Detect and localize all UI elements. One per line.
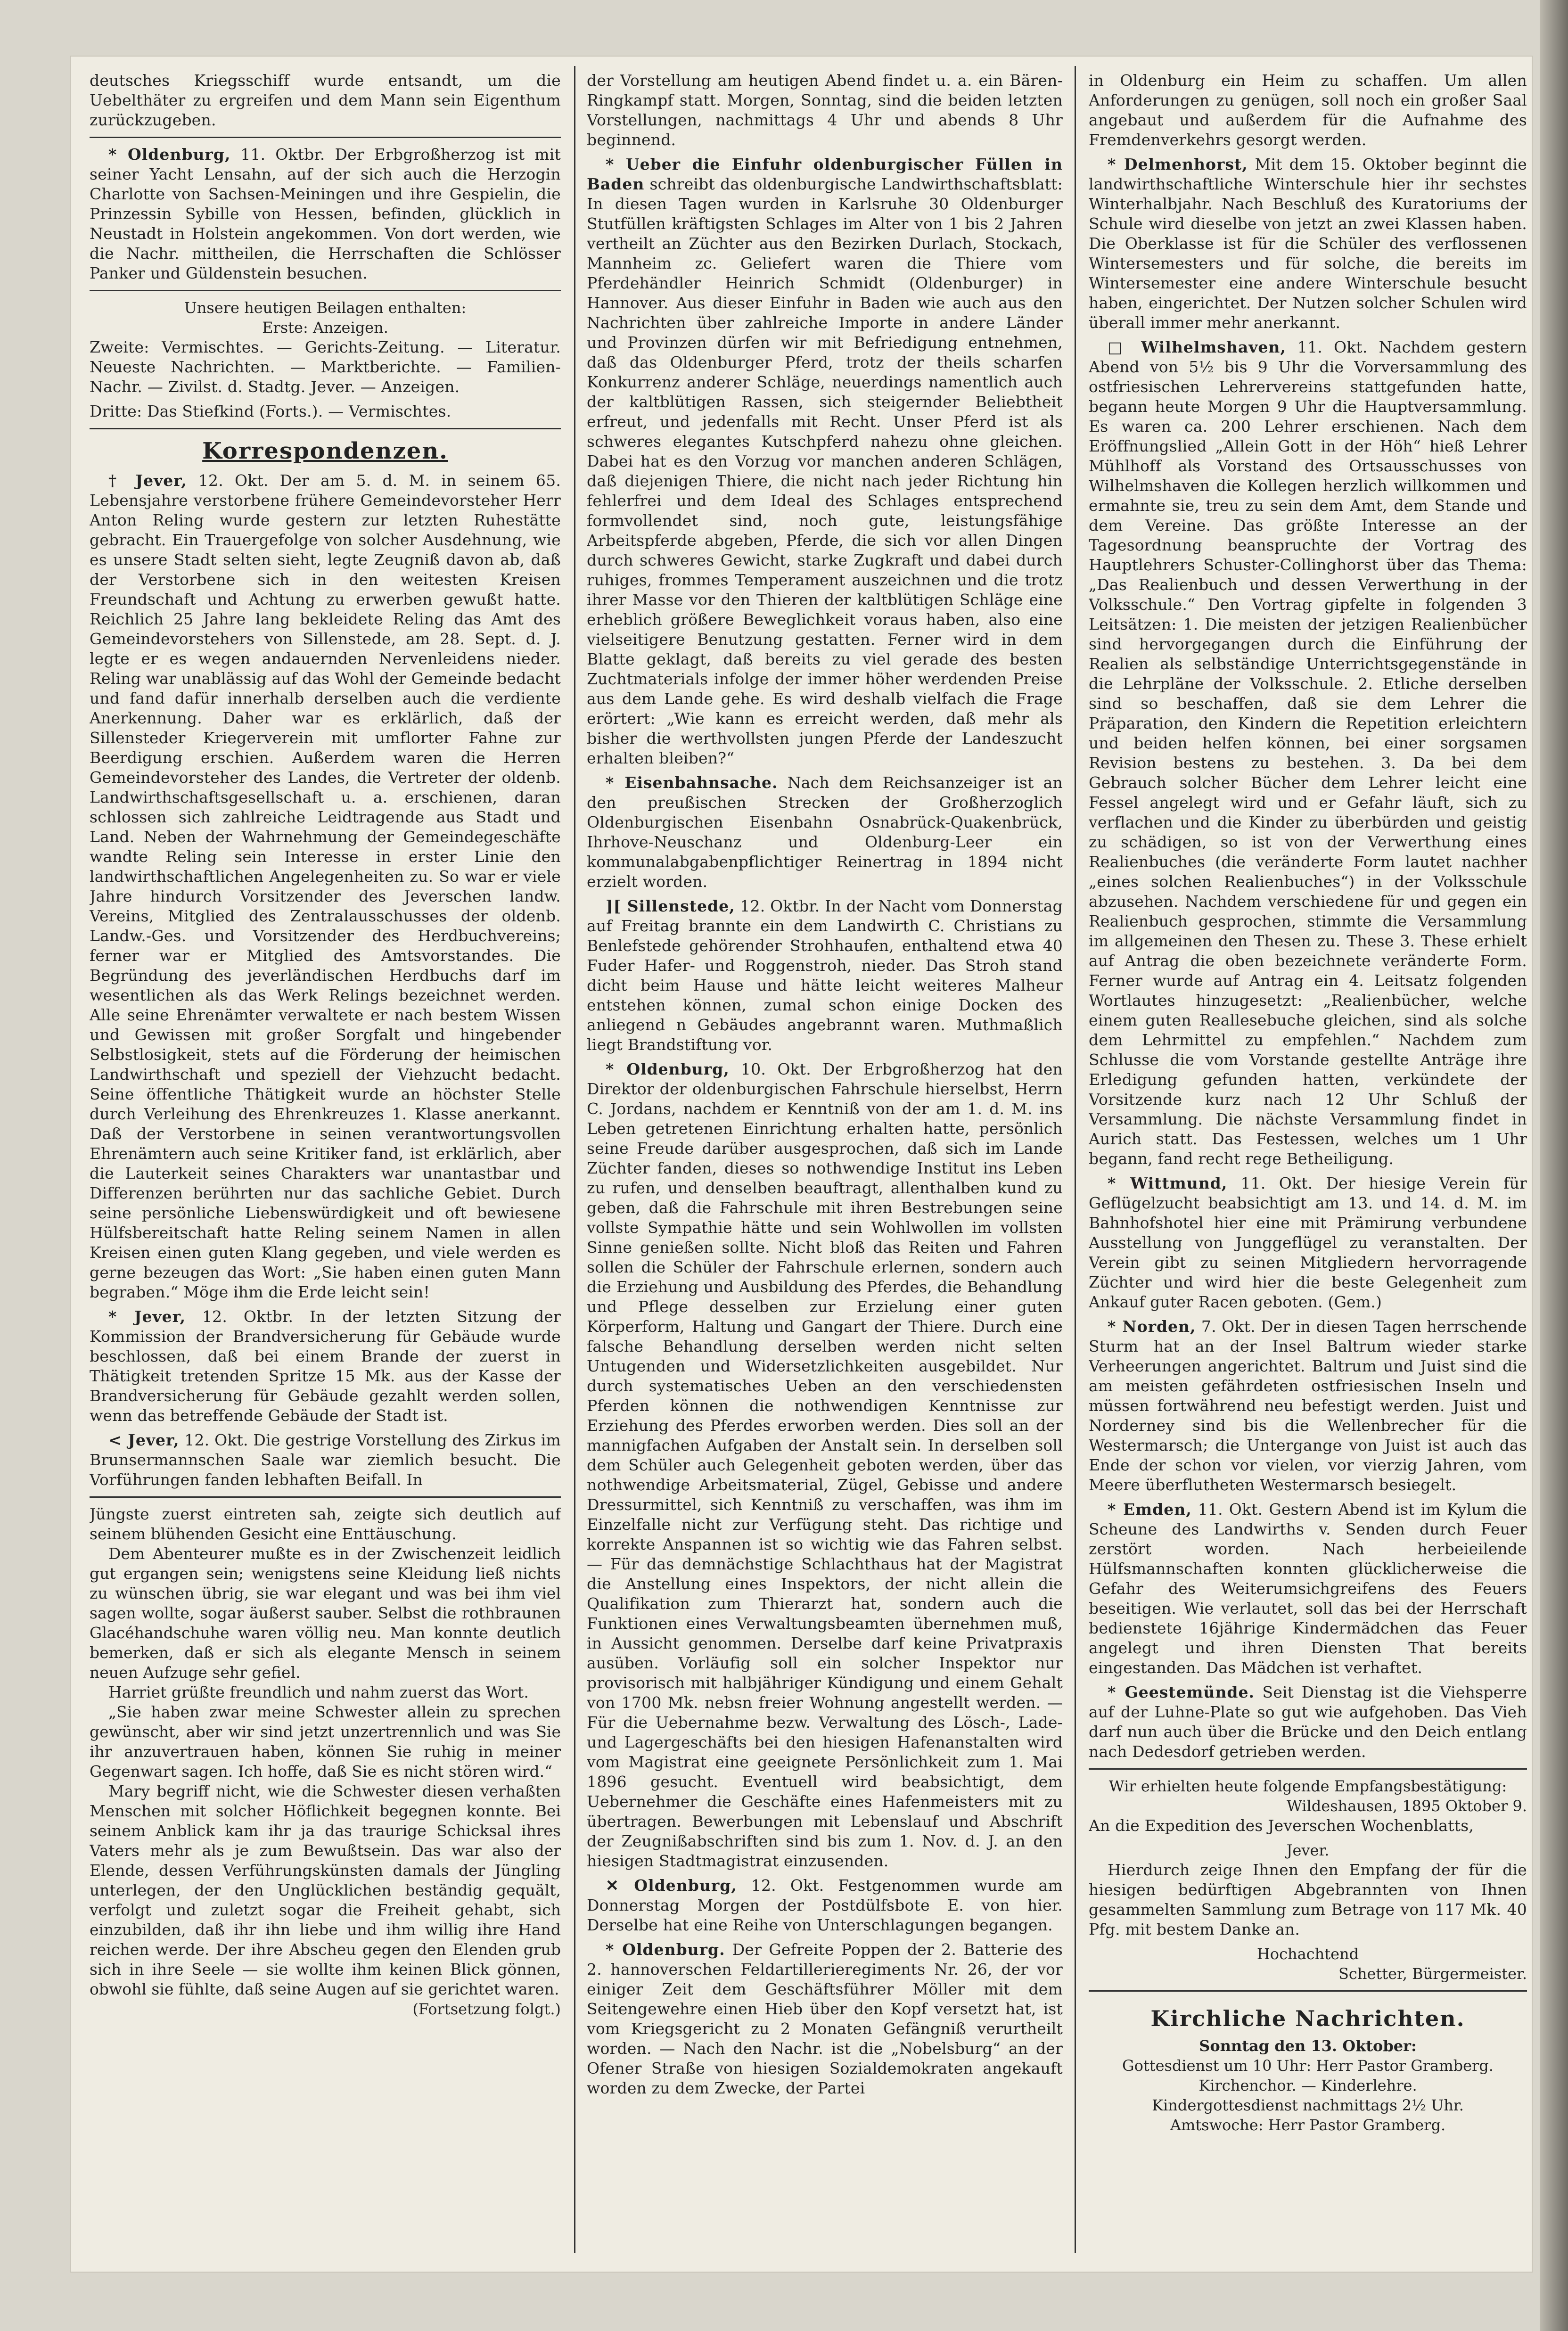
article-body: 12. Okt. Festgenommen wurde am Donnerstag Morgen der Postdülfsbote E. von hier. Derselbe hat eine Reihe von Unterschlagungen begangen. bbox=[587, 1876, 1063, 1934]
article-dateline: * Oldenburg, bbox=[108, 145, 231, 164]
article-dateline: * Ueber die Einfuhr oldenburgischer Füllen in Baden bbox=[587, 155, 1063, 193]
article-body: Der Gefreite Poppen der 2. Batterie des 2. hannoverschen Feldartillerieregiments Nr. 26, der vor einiger Zeit dem Geschäftsführer Möller mit dem Seitengewehre einen Hieb über den Kopf versetzt hat, ist vom Kriegsgericht zu 2 Monaten Gefängniß verurtheilt worden. — Nach den Nachr. ist die „Nobelsburg“ an der Ofener Straße von hiesigen Sozialdemokraten angekauft worden zu dem Zwecke, der Partei bbox=[587, 1940, 1063, 2097]
article-dateline: < Jever, bbox=[108, 1431, 180, 1449]
serial-continuation: (Fortsetzung folgt.) bbox=[412, 2000, 561, 2018]
article-fuellen-baden bbox=[587, 155, 1063, 768]
article-body: Nach dem Reichsanzeiger ist an den preußischen Strecken der Großherzoglich Oldenburgischen Eisenbahn Osnabrück-Quakenbrück, Ihrhove-Neuschanz und Oldenburg-Leer ein kommunalabgabenpflichtiger Reinertrag in 1894 nicht erzielt worden. bbox=[587, 773, 1063, 891]
article-jever-reling bbox=[90, 471, 561, 1302]
article-dateline: * Geestemünde. bbox=[1108, 1683, 1255, 1701]
column-divider bbox=[574, 66, 575, 2253]
article-dateline: * Jever, bbox=[108, 1307, 186, 1326]
article-body: 11. Okt. Nachdem gestern Abend von 5½ bis 9 Uhr die Vorversammlung des ostfriesischen Lehrervereins stattgefunden hatte, begann heute Morgen 9 Uhr die Hauptversammlung. Es waren ca. 200 Lehrer erschienen. Nach dem Eröffnungslied „Allein Gott in der Höh“ hieß Lehrer Mühlhoff als Vorstand des Ortsausschusses von Wilhelmshaven die Kollegen herzlich willkommen und ermahnte sie, treu zu sein dem Amt, dem Stande und dem Vereine. Das größte Interesse an der Tagesordnung beanspruchte der Vortrag des Hauptlehrers Schuster-Collinghorst über das Thema: „Das Realienbuch und dessen Verwerthung in der Volksschule.“ Den Vortrag gipfelte in folgenden 3 Leitsätzen: 1. Die meisten der jetzigen Realienbücher sind hervorgegangen durch die Einführung der Realien als selbständige Unterrichtsgegenstände in die Lehrpläne der Volksschule. 2. Etliche derselben sind so beschaffen, daß sie dem Lehrer die Präparation, den Kindern die Repetition erleichtern und beiden helfen können, bei einer sorgsamen Revision bestens zu bestehen. 3. Da bei dem Gebrauch solcher Bücher dem Lehrer leicht eine Fessel angelegt wird und er Gefahr läuft, sich zu verflachen und die Kinder zu überbürden und geistig zu schädigen, so ist von der Verwerthung eines Realienbuches (die veränderte Form lautet nachher „eines solchen Realienbuches“) in der Volksschule abzusehen. Nachdem verschiedene für und gegen ein Realienbuch gesprochen, stimmte die Versammlung im allgemeinen den Thesen zu. These 3. These erhielt auf Antrag die oben bezeichnete veränderte Form. Ferner wurde auf Antrag ein 4. Leitsatz folgenden Wortlautes hinzugesetzt: „Realienbücher, welche einem guten Reallesebuche gleichen, sind als solche dem Lehrmittel zu empfehlen.“ Nachdem zum Schlusse die vom Vorstande gestellte Anträge ihre Erledigung gefunden hatten, verkündete der Vorsitzende kurz nach 12 Uhr Schluß der Versammlung. Die nächste Versammlung findet in Aurich statt. Das Festessen, welches um 1 Uhr begann, fand recht rege Betheiligung. bbox=[1089, 338, 1527, 1168]
receipt-place-date: Wildeshausen, 1895 Oktober 9. bbox=[1286, 1797, 1527, 1815]
serial-text: Mary begriff nicht, wie die Schwester diesen verhaßten Menschen mit solcher Höflichkeit begegnen konnte. Bei seinem Anblick kam ihr ja das traurige Schicksal ihres Vaters mehr als je zum Bewußtsein. Das war also der Elende, dessen Verführungskünsten damals der Jüngling unterlegen, der den Unglücklichen beständig gequält, verfolgt und zuletzt sogar die Freiheit gehabt, sich einzubilden, daß ihr ihn liebe und ihm willig ihre Hand reichen werde. Der ihre Abscheu gegen den Elenden grub sich in ihre Seele — sie wollte ihm keinen Blick gönnen, obwohl sie fühlte, daß seine Augen auf sie gerichtet waren. bbox=[90, 1782, 561, 1998]
article-geestemuende bbox=[1089, 1683, 1527, 1762]
beilagen-line: Dritte: Das Stiefkind (Forts.). — Vermischtes. bbox=[90, 402, 452, 420]
article-body: 11. Okt. Gestern Abend ist im Kylum die Scheune des Landwirths v. Senden durch Feuer zerstört worden. Nach herbeieilende Hülfsmannschaften konnten glücklicherweise die Gefahr des Weiterumsichgreifens des Feuers beseitigen. Wie verlautet, soll das bei der Herrschaft bedienstete 16jährige Kindermädchen das Feuer angelegt und ihren Diensten That bereits eingestanden. Das Mädchen ist verhaftet. bbox=[1089, 1500, 1527, 1677]
article-body: schreibt das oldenburgische Landwirthschaftsblatt: In diesen Tagen wurden in Karlsruhe 30 Oldenburger Stutfüllen kräftigsten Schlages im Alter von 1 bis 2 Jahren vertheilt an Züchter aus den Bezirken Durlach, Stockach, Mannheim zc. Geliefert waren die Thiere vom Pferdehändler Heinrich Schmidt (Oldenburger) in Hannover. Aus dieser Einfuhr in Baden wie auch aus den Nachrichten über zahlreiche Importe in andere Länder und Provinzen dürfen wir mit Befriedigung entnehmen, daß das Oldenburger Pferd, trotz der theils scharfen Konkurrenz anderer Schläge, neuerdings namentlich auch der kaltblütigen Rassen, sich steigernder Beliebtheit erfreut, und jedenfalls mit Recht. Unser Pferd ist als schweres elegantes Kutschpferd nahezu ohne gleichen. Dabei hat es den Vorzug vor manchen anderen Schlägen, daß diejenigen Thiere, die nicht nach jeder Richtung hin fehlerfrei und dem Ideal des Schlages entsprechend formvollendet sind, noch gute, leistungsfähige Arbeitspferde abgeben, Pferde, die sich vor allen Dingen durch schweres Gewicht, starke Zugkraft und dabei durch ruhiges, frommes Temperament auszeichnen und die trotz ihrer Masse vor den Thieren der kaltblütigen Schläge eine erheblich größere Beweglichkeit voraus haben, also eine vielseitigere Benutzung gestatten. Ferner wird in dem Blatte geklagt, daß bereits zu viel gerade des besten Zuchtmaterials infolge der immer höher werdenden Preise aus dem Lande gehe. Es wird deshalb vielfach die Frage erörtert: „Wie kann es erreicht werden, daß mehr als bisher die werthvollsten jungen Pferde der Landeszucht erhalten bleiben?“ bbox=[587, 175, 1063, 767]
serial-text: Harriet grüßte freundlich und nahm zuerst das Wort. bbox=[108, 1683, 529, 1701]
church-heading: Kirchliche Nachrichten. bbox=[1150, 2006, 1465, 2031]
church-date: Sonntag den 13. Oktober: bbox=[1199, 2037, 1417, 2055]
article-dateline: * Emden, bbox=[1108, 1500, 1192, 1518]
article-body: 7. Okt. Der in diesen Tagen herrschende Sturm hat an der Insel Baltrum wieder starke Verheerungen angerichtet. Baltrum und Juist sind die am meisten gefährdeten ostfriesischen Inseln und müssen fortwährend neu befestigt werden. Juist und Norderney sind bis die Wellenbrecher für die Westermarsch; die Untergange von Juist ist auch das Ende der schon vor vielen, vor vierzig Jahren, vom Meere überflutheten Westermarsch besiegelt. bbox=[1089, 1317, 1527, 1494]
article-body: 12. Okt. Der am 5. d. M. in seinem 65. Lebensjahre verstorbene frühere Gemeindevorsteher Herr Anton Reling wurde gestern zur letzten Ruhestätte gebracht. Ein Trauergefolge von solcher Ausdehnung, wie es unsere Stadt selten sieht, legte Zeugniß davon ab, daß der Verstorbene sich in den weitesten Kreisen Freundschaft und Achtung zu erwerben gewußt hatte. Reichlich 25 Jahre lang bekleidete Reling das Amt des Gemeindevorstehers von Sillenstede, am 28. Sept. d. J. legte er es wegen andauernden Nervenleidens nieder. Reling war unablässig auf das Wohl der Gemeinde bedacht und fand dafür innerhalb derselben auch die verdiente Anerkennung. Daher war es erklärlich, daß der Sillensteder Kriegerverein mit umflorter Fahne zur Beerdigung erschien. Außerdem waren die Herren Gemeindevorsteher des Landes, die Vertreter der oldenb. Landwirthschaftsgesellschaft u. a. erschienen, daran schlossen sich zahlreiche Leidtragende aus Stadt und Land. Neben der Wahrnehmung der Gemeindegeschäfte wandte Reling sein Interesse in erster Linie den landwirthschaftlichen Angelegenheiten zu. So war er viele Jahre hindurch Vorsitzender des Jeverschen landw. Vereins, Mitglied des Zentralausschusses der oldenb. Landw.-Ges. und Vorsitzender des Herdbuchvereins; ferner war er Mitglied des Amtsvorstandes. Die Begründung des jeverländischen Herdbuchs darf im wesentlichen als das Werk Relings bezeichnet werden. Alle seine Ehrenämter verwaltete er nach bestem Wissen und Gewissen mit großer Sorgfalt und hingebender Selbstlosigkeit, stets auf die Förderung der heimischen Landwirthschaft und speziell der Viehzucht bedacht. Seine öffentliche Thätigkeit wurde an höchster Stelle durch Verleihung des Ehrenkreuzes 1. Klasse anerkannt. Daß der Verstorbene in seinen verantwortungsvollen Ehrenämtern auch seine Kritiker fand, ist erklärlich, aber die Lauterkeit seines Charakters war unantastbar und Differenzen berührten nur das sachliche Gebiet. Durch seine persönliche Liebenswürdigkeit und oft bewiesene Hülfsbereitschaft hatte Reling seinem Namen in allen Kreisen einen guten Klang gegeben, und viele werden es gerne bezeugen das Wort: „Sie haben einen guten Mann begraben.“ Möge ihm die Erde leicht sein! bbox=[90, 471, 561, 1301]
article-text: der Vorstellung am heutigen Abend findet u. a. ein Bären-Ringkampf statt. Morgen, Sonntag, sind die beiden letzten Vorstellungen, nachmittags 4 Uhr und abends 8 Uhr beginnend. bbox=[587, 71, 1063, 149]
article-body: 10. Okt. Der Erbgroßherzog hat den Direktor der oldenburgischen Fahrschule hierselbst, Herrn C. Jordans, nachdem er Kenntniß von der am 1. d. M. ins Leben getretenen Einrichtung erhalten hatte, persönlich seine Freude darüber ausgesprochen, daß sich im Lande Züchter fanden, dieses so nothwendige Institut ins Leben zu rufen, und denselben beauftragt, allenthalben kund zu geben, daß die Fahrschule mit ihren Bestrebungen seine vollste Sympathie hätte und sein Wohlwollen im vollsten Sinne genießen sollte. Nicht bloß das Reiten und Fahren sollen die Schüler der Fahrschule erlernen, sondern auch die Erziehung und Ausbildung des Pferdes, die Behandlung und Pflege desselben zur Erzielung einer guten Körperform, Haltung und Gangart der Thiere. Durch eine falsche Behandlung derselben werden nicht selten Untugenden und Widersetzlichkeiten ausgebildet. Nur durch systematisches Ueben an den verschiedensten Pferden können die nothwendigen Kenntnisse zur Erziehung des Pferdes erworben werden. Dies soll an der mannigfachen Aufgaben der Anstalt sein. In derselben soll dem Schüler auch Gelegenheit geboten werden, über das nothwendige Arbeitsmaterial, Zügel, Gebisse und andere Dressurmittel, sich Kenntniß zu verschaffen, was ihm im Einzelfalle nicht zur Verfügung steht. Das richtige und korrekte Anspannen ist so wichtig wie das Fahren selbst. — Für das demnächstige Schlachthaus hat der Magistrat die Anstellung eines Inspektors, der nicht allein die Qualifikation zum Thierarzt hat, sondern auch die Funktionen eines Verwaltungsbeamten übernehmen muß, in Aussicht genommen. Derselbe darf keine Privatpraxis ausüben. Vorläufig soll ein solcher Inspektor nur provisorisch mit halbjähriger Kündigung und einem Gehalt von 1700 Mk. nebsn freier Wohnung angestellt werden. — Für die Uebernahme bezw. Verwaltung des Lösch-, Lade- und Lagergeschäfts bei den hiesigen Hafenanstalten wird vom Magistrat eine geeignete Persönlichkeit zum 1. Mai 1896 gesucht. Eventuell wird beabsichtigt, dem Uebernehmer die Geschäfte eines Hafenmeisters mit zu übertragen. Bewerbungen mit Lebenslauf und Abschrift der Zeugnißabschriften sind bis zum 1. Nov. d. J. an den hiesigen Stadtmagistrat einzusenden. bbox=[587, 1060, 1063, 1870]
beilagen-line: Erste: Anzeigen. bbox=[262, 319, 388, 337]
article-dateline: * Delmenhorst, bbox=[1108, 155, 1248, 173]
column-middle bbox=[587, 71, 1063, 2257]
article-dateline: □ Wilhelmshaven, bbox=[1108, 338, 1286, 356]
receipt-body: Hierdurch zeige Ihnen den Empfang der für die hiesigen bedürftigen Abgebrannten von Ihnen gesammelten Sammlung zum Betrage von 117 Mk. 40 Pfg. mit bestem Danke an. bbox=[1089, 1861, 1527, 1938]
article-body: 12. Oktbr. In der letzten Sitzung der Kommission der Brandversicherung für Gebäude wurde beschlossen, daß bei einem Brande der zuerst in Thätigkeit tretenden Spritze 15 Mk. aus der Kasse der Brandversicherung für Gebäude gezahlt werden sollen, wenn das betreffende Gebäude der Stadt ist. bbox=[90, 1307, 561, 1425]
serial-text: „Sie haben zwar meine Schwester allein zu sprechen gewünscht, aber wir sind jetzt unzertrennlich und was Sie ihr anzuvertrauen haben, können Sie ruhig in meiner Gegenwart sagen. Ich hoffe, daß Sie es nicht stören wird.“ bbox=[90, 1703, 561, 1781]
article-jever-brand bbox=[90, 1307, 561, 1426]
article-body: 11. Oktbr. Der Erbgroßherzog ist mit seiner Yacht Lensahn, auf der sich auch die Herzogin Charlotte von Sachsen-Meiningen und ihre Gespielin, die Prinzessin Sybille von Hessen, befinden, glücklich in Neustadt in Holstein angekommen. Von dort werden, wie die Nachr. mittheilen, die Herrschaften die Schlösser Panker und Güldenstein besuchen. bbox=[90, 145, 561, 282]
divider bbox=[1089, 1768, 1527, 1770]
column-divider bbox=[1075, 66, 1076, 2253]
article-dateline: * Eisenbahnsache. bbox=[606, 773, 778, 792]
article-body: 11. Okt. Der hiesige Verein für Geflügelzucht beabsichtigt am 13. und 14. d. M. im Bahnhofshotel hier eine mit Prämirung verbundene Ausstellung von Junggeflügel zu veranstalten. Der Verein gibt zu seinen Mitgliedern hervorragende Züchter und wird hier die beste Gelegenheit zum Ankauf guter Racen geboten. (Gem.) bbox=[1089, 1174, 1527, 1311]
receipt-address: An die Expedition des Jeverschen Wochenblatts, bbox=[1089, 1816, 1474, 1835]
beilagen-title: Unsere heutigen Beilagen enthalten: bbox=[184, 299, 467, 317]
article-text: deutsches Kriegsschiff wurde entsandt, um die Uebelthäter zu ergreifen und dem Mann sein Eigenthum zurückzugeben. bbox=[90, 71, 561, 129]
article-jever-zirkus bbox=[90, 1430, 561, 1490]
article-dateline: * Oldenburg, bbox=[606, 1060, 730, 1078]
article-emden bbox=[1089, 1500, 1527, 1678]
article-oldenburg-fahrschule bbox=[587, 1059, 1063, 1871]
article-dateline: ][ Sillenstede, bbox=[606, 897, 735, 915]
divider bbox=[90, 428, 561, 429]
article-body: 12. Oktbr. In der Nacht vom Donnerstag auf Freitag brannte ein dem Landwirth C. Christians zu Benlefstede gehörender Strohhaufen, enthaltend etwa 40 Fuder Hafer- und Roggenstroh, nieder. Das Stroh stand dicht beim Hause und hätte leicht weiteres Malheur entstehen können, zumal schon einige Docken des anliegend n Gebäudes angebrannt waren. Muthmaßlich liegt Brandstiftung vor. bbox=[587, 897, 1063, 1054]
article-oldenburg-festnahme bbox=[587, 1876, 1063, 1935]
article-norden bbox=[1089, 1317, 1527, 1495]
scan-edge bbox=[1540, 0, 1568, 2331]
article-body: Seit Dienstag ist die Viehsperre auf der Luhne-Plate so gut wie aufgehoben. Das Vieh darf nun auch über die Brücke und den Deich entlang nach Dedesdorf getrieben werden. bbox=[1089, 1683, 1527, 1761]
section-heading: Korrespondenzen. bbox=[202, 438, 448, 464]
column-right bbox=[1089, 71, 1527, 2257]
article-wittmund bbox=[1089, 1174, 1527, 1312]
serial-text: Dem Abenteurer mußte es in der Zwischenzeit leidlich gut ergangen sein; wenigstens seine Kleidung ließ nichts zu wünschen übrig, sie war elegant und was bei ihm viel sagen wollte, sogar äußerst sauber. Selbst die rothbraunen Glacéhandschuhe waren völlig neu. Man konnte deutlich bemerken, daß er sich als elegante Mensch in seinem neuen Aufzuge sehr gefiel. bbox=[90, 1544, 561, 1682]
article-text: in Oldenburg ein Heim zu schaffen. Um allen Anforderungen zu genügen, soll noch ein großer Saal angebaut und außerdem für die Aufnahme des Fremdenverkehrs gesorgt werden. bbox=[1089, 71, 1527, 149]
article-eisenbahn bbox=[587, 773, 1063, 892]
article-dateline: ✕ Oldenburg, bbox=[606, 1876, 737, 1895]
receipt-city: Jever. bbox=[1286, 1841, 1330, 1859]
serial-text: Jüngste zuerst eintreten sah, zeigte sich deutlich auf seinem blühenden Gesicht eine Enttäuschung. bbox=[90, 1505, 561, 1543]
article-dateline: * Oldenburg. bbox=[606, 1940, 725, 1959]
beilagen-line: Zweite: Vermischtes. — Gerichts-Zeitung. — Literatur. Neueste Nachrichten. — Marktberichte. — Familien-Nachr. — Zivilst. d. Stadtg. Jever. — Anzeigen. bbox=[90, 338, 561, 396]
newspaper-page bbox=[71, 57, 1532, 2272]
article-oldenburg-poppen bbox=[587, 1940, 1063, 2098]
article-dateline: † Jever, bbox=[108, 471, 187, 490]
church-line: Amtswoche: Herr Pastor Gramberg. bbox=[1170, 2116, 1446, 2134]
article-dateline: * Wittmund, bbox=[1108, 1174, 1228, 1192]
church-line: Gottesdienst um 10 Uhr: Herr Pastor Gramberg. bbox=[1122, 2057, 1494, 2075]
divider bbox=[90, 290, 561, 291]
receipt-signature: Schetter, Bürgermeister. bbox=[1338, 1965, 1527, 1983]
column-left bbox=[90, 71, 561, 2257]
receipt-intro: Wir erhielten heute folgende Empfangsbestätigung: bbox=[1108, 1777, 1507, 1795]
church-line: Kindergottesdienst nachmittags 2½ Uhr. bbox=[1152, 2096, 1464, 2114]
article-body: 12. Okt. Die gestrige Vorstellung des Zirkus im Brunsermannschen Saale war ziemlich besucht. Die Vorführungen fanden lebhaften Beifall. In bbox=[90, 1431, 561, 1489]
article-oldenburg-yacht bbox=[90, 145, 561, 283]
divider bbox=[90, 1496, 561, 1498]
article-body: Mit dem 15. Oktober beginnt die landwirthschaftliche Winterschule hier ihr sechstes Winterhalbjahr. Nach Beschluß des Kuratoriums der Schule wird dieselbe von jetzt an zwei Klassen haben. Die Oberklasse ist für die Schüler des verflossenen Wintersemesters und für solche, die bereits im Wintersemester eine andere Winterschule besucht haben, eingerichtet. Der Nutzen solcher Schulen wird überall immer mehr anerkannt. bbox=[1089, 155, 1527, 332]
divider bbox=[90, 137, 561, 138]
article-dateline: * Norden, bbox=[1108, 1317, 1196, 1336]
article-delmenhorst bbox=[1089, 155, 1527, 333]
divider bbox=[1089, 1990, 1527, 1992]
church-line: Kirchenchor. — Kinderlehre. bbox=[1199, 2077, 1417, 2094]
article-sillenstede bbox=[587, 896, 1063, 1055]
article-wilhelmshaven bbox=[1089, 337, 1527, 1169]
receipt-greeting: Hochachtend bbox=[1256, 1945, 1359, 1963]
